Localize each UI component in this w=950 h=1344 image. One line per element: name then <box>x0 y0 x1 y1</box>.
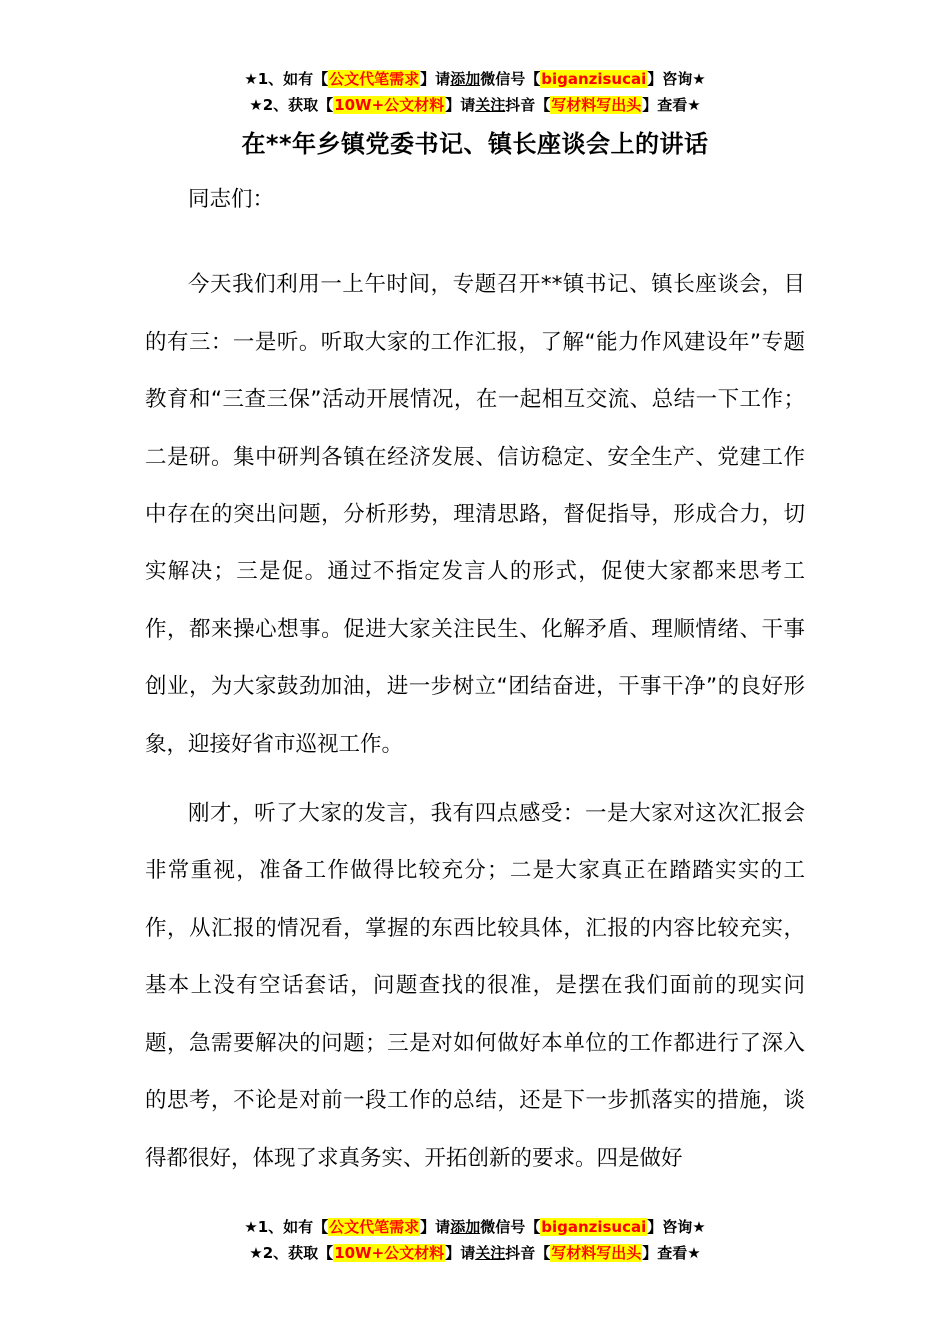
header-banner-line-1 <box>0 66 950 92</box>
document-body <box>145 171 805 1199</box>
banner-text: 】请 <box>445 96 476 114</box>
banner-highlight-materials: 10W+公文材料 <box>334 96 445 114</box>
banner-text: ★1、如有【 <box>244 1218 329 1236</box>
banner-text: 微信号【 <box>480 70 541 88</box>
banner-text: 抖音【 <box>505 1244 551 1262</box>
banner-text: 】咨询★ <box>647 1218 706 1236</box>
banner-highlight-ghost-writing: 公文代笔需求 <box>329 1218 420 1236</box>
header-banner <box>0 66 950 118</box>
banner-highlight-wechat-id: biganzisucai <box>541 1218 647 1236</box>
banner-highlight-ghost-writing: 公文代笔需求 <box>329 70 420 88</box>
banner-text: 】请 <box>420 70 451 88</box>
banner-text: 】请 <box>420 1218 451 1236</box>
banner-text: 】请 <box>445 1244 476 1262</box>
header-banner-line-2 <box>0 92 950 118</box>
banner-highlight-wechat-id: biganzisucai <box>541 70 647 88</box>
salutation: 同志们： <box>188 187 275 212</box>
footer-banner <box>0 1214 950 1266</box>
banner-text: 抖音【 <box>505 96 551 114</box>
banner-text: ★2、获取【 <box>249 1244 334 1262</box>
banner-text: 】查看★ <box>642 1244 701 1262</box>
banner-underline-add: 添加 <box>450 70 481 88</box>
banner-underline-follow: 关注 <box>475 1244 506 1262</box>
body-paragraph-1: 今天我们利用一上午时间，专题召开**镇书记、镇长座谈会，目的有三：一是听。听取大家的工作汇报，了解“能力作风建设年”专题教育和“三查三保”活动开展情况，在一起相互交流、总结一下工作；二是研。集中研判各镇在经济发展、信访稳定、安全生产、党建工作中存在的突出问题，分析形势，理清思路，督促指导，形成合力，切实解决；三是促。通过不指定发言人的形式，促使大家都来思考工作，都来操心想事。促进大家关注民生、化解矛盾、理顺情绪、干事创业，为大家鼓劲加油，进一步树立“团结奋进，干事干净”的良好形象，迎接好省市巡视工作。 <box>145 272 805 757</box>
banner-text: ★1、如有【 <box>244 70 329 88</box>
banner-text: 】咨询★ <box>647 70 706 88</box>
footer-banner-line-1 <box>0 1214 950 1240</box>
footer-banner-line-2 <box>0 1240 950 1266</box>
document-title: 在**年乡镇党委书记、镇长座谈会上的讲话 <box>241 130 709 158</box>
banner-underline-add: 添加 <box>450 1218 481 1236</box>
banner-highlight-douyin-account: 写材料写出头 <box>551 96 642 114</box>
banner-underline-follow: 关注 <box>475 96 506 114</box>
banner-text: ★2、获取【 <box>249 96 334 114</box>
banner-text: 微信号【 <box>480 1218 541 1236</box>
banner-highlight-materials: 10W+公文材料 <box>334 1244 445 1262</box>
banner-highlight-douyin-account: 写材料写出头 <box>551 1244 642 1262</box>
body-paragraph-2: 刚才，听了大家的发言，我有四点感受：一是大家对这次汇报会非常重视，准备工作做得比较充分；二是大家真正在踏踏实实的工作，从汇报的情况看，掌握的东西比较具体，汇报的内容比较充实，基本上没有空话套话，问题查找的很准，是摆在我们面前的现实问题，急需要解决的问题；三是对如何做好本单位的工作都进行了深入的思考，不论是对前一段工作的总结，还是下一步抓落实的措施，谈得都很好，体现了求真务实、开拓创新的要求。四是做好 <box>145 801 805 1171</box>
banner-text: 】查看★ <box>642 96 701 114</box>
